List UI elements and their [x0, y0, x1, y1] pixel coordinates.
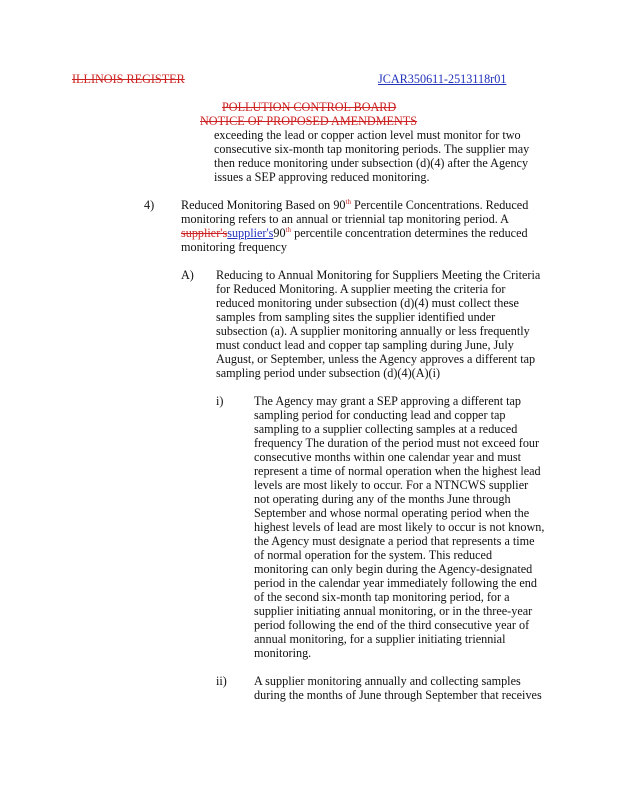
text-part: 90 [273, 226, 286, 240]
text-line: during the months of June through September that receives [254, 688, 542, 702]
inserted-text: supplier's [227, 226, 274, 240]
superscript: th [285, 225, 292, 234]
text-line: of the second six-month tap monitoring period, for a [254, 590, 510, 604]
item-number: ii) [216, 674, 227, 688]
text-line: Reducing to Annual Monitoring for Suppliers Meeting the Criteria [216, 268, 541, 282]
text-line: August, or September, unless the Agency approves a different tap [216, 352, 536, 366]
text-line: must conduct lead and copper tap sampling during June, July [216, 338, 514, 352]
item-number: A) [181, 268, 194, 282]
text-line: levels are most likely to occur. For a NTNCWS supplier [254, 478, 529, 492]
text-line: supplier initiating annual monitoring, or in the three-year [254, 604, 533, 618]
text-line: represent a time of normal operation when the highest lead [254, 464, 541, 478]
text-line: sampling period for conducting lead and copper tap [254, 408, 506, 422]
text-line: issues a SEP approving reduced monitoring. [214, 170, 430, 184]
superscript: th [345, 197, 351, 206]
text-line: monitoring can only begin during the Agency-designated [254, 562, 533, 576]
deleted-text: supplier's [181, 226, 228, 240]
text-line: consecutive months within one calendar year and must [254, 450, 522, 464]
text-line: consecutive six-month tap monitoring periods. The supplier may [214, 142, 530, 156]
notice-title: NOTICE OF PROPOSED AMENDMENTS [200, 114, 418, 128]
text-line: A supplier monitoring annually and collecting samples [254, 674, 521, 688]
text-line: monitoring refers to an annual or triennial tap monitoring period. A [181, 212, 509, 226]
text-line: annual monitoring, for a supplier initiating triennial [254, 632, 506, 646]
text-line: frequency The duration of the period must not exceed four [254, 436, 540, 450]
text-line: samples from sampling sites the supplier identified under [216, 310, 496, 324]
text-line: monitoring. [254, 646, 312, 660]
text-line: of normal operation for the system. This reduced [254, 548, 493, 562]
text-line: not operating during any of the months June through [254, 492, 511, 506]
text-line [181, 226, 528, 240]
item-number: 4) [144, 198, 155, 212]
text-line: period following the end of the third consecutive year of [254, 618, 530, 632]
text-line: sampling to a supplier collecting samples at a reduced [254, 422, 518, 436]
text-line: exceeding the lead or copper action level must monitor for two [214, 128, 521, 142]
text-line: subsection (a). A supplier monitoring annually or less frequently [216, 324, 530, 338]
item-number: i) [216, 394, 224, 408]
text-line: The Agency may grant a SEP approving a different tap [254, 394, 522, 408]
text-line: sampling period under subsection (d)(4)(A)(i) [216, 366, 441, 380]
document-id: JCAR350611-2513118r01 [378, 72, 507, 86]
agency-name: POLLUTION CONTROL BOARD [222, 100, 397, 114]
text-line: monitoring frequency [181, 240, 287, 254]
text-line: the Agency must designate a period that represents a time [254, 534, 535, 548]
text-line: highest levels of lead are most likely to occur is not known, [254, 520, 545, 534]
heading-part: Percentile Concentrations. Reduced [350, 198, 529, 212]
text-line: then reduce monitoring under subsection (d)(4) after the Agency [214, 156, 529, 170]
text-line: September and whose normal operating period when the [254, 506, 530, 520]
text-line: period in the calendar year immediately following the end [254, 576, 537, 590]
item-heading [181, 198, 528, 212]
register-header: ILLINOIS REGISTER [72, 72, 185, 86]
text-part: percentile concentration determines the reduced [291, 226, 528, 240]
heading-part: Reduced Monitoring Based on 90 [181, 198, 346, 212]
text-line: reduced monitoring under subsection (d)(4) must collect these [216, 296, 519, 310]
text-line: for Reduced Monitoring. A supplier meeting the criteria for [216, 282, 506, 296]
